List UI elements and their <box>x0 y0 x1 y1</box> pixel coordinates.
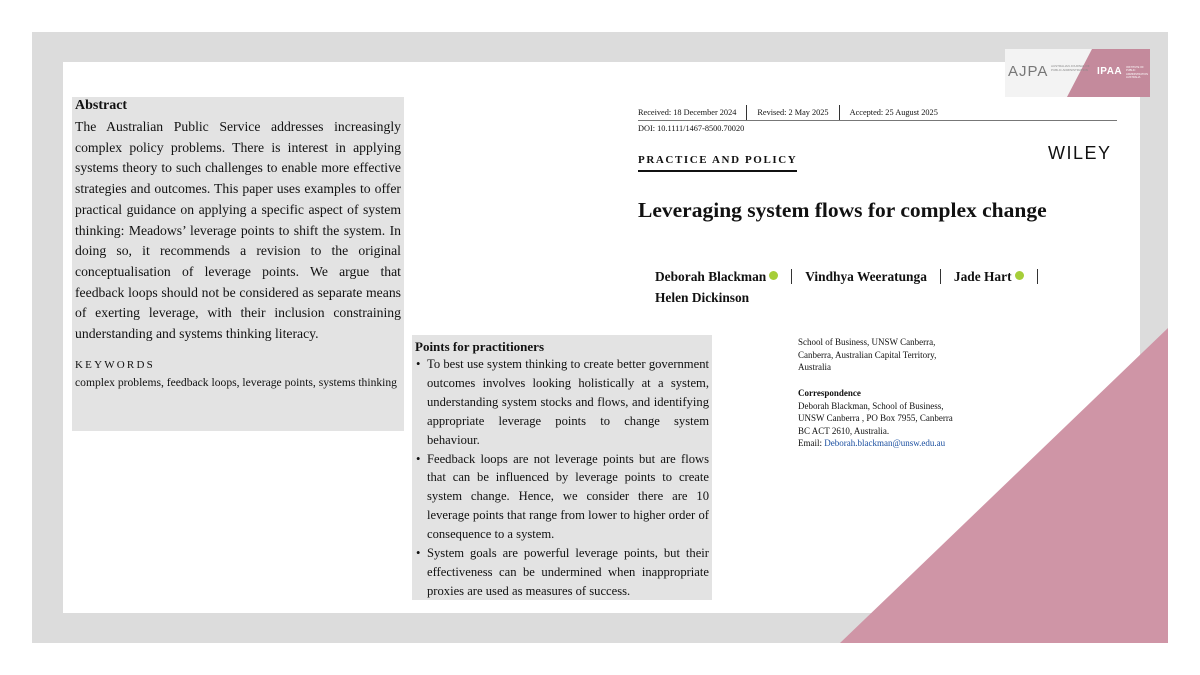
header-rule <box>638 120 1117 121</box>
keywords-heading: KEYWORDS <box>75 358 155 371</box>
point-text: System goals are powerful leverage points, but their effectiveness can be undermined when inappropriate proxies are used as measures of success. <box>427 546 709 598</box>
author-divider <box>1037 269 1038 284</box>
points-list <box>415 355 709 601</box>
author-divider <box>940 269 941 284</box>
affiliation <box>798 336 988 374</box>
points-for-practitioners-box <box>412 335 712 600</box>
ajpa-logo: AJPA <box>1008 63 1049 80</box>
correspondence <box>798 387 988 450</box>
affiliation-line: School of Business, UNSW Canberra, <box>798 337 936 347</box>
correspondence-heading: Correspondence <box>798 388 861 398</box>
correspondence-line: UNSW Canberra , PO Box 7955, Canberra <box>798 413 953 424</box>
correspondence-email-line <box>798 437 988 450</box>
bullet-icon: • <box>416 357 421 371</box>
email-label: Email: <box>798 438 825 449</box>
ajpa-logo-subtitle: AUSTRALIAN JOURNAL OF PUBLIC ADMINISTRATION <box>1051 64 1090 72</box>
received-date: Received: 18 December 2024 <box>638 107 737 117</box>
abstract-heading: Abstract <box>75 98 128 113</box>
accepted-date: Accepted: 25 August 2025 <box>849 107 938 117</box>
author-name: Deborah Blackman <box>655 269 767 284</box>
affiliation-line: Canberra, Australian Capital Territory, <box>798 349 937 360</box>
section-label: PRACTICE AND POLICY <box>638 154 797 172</box>
correspondence-line: BC ACT 2610, Australia. <box>798 425 890 436</box>
decorative-pink-triangle <box>840 328 1168 643</box>
bullet-icon: • <box>416 546 421 561</box>
correspondence-line: Deborah Blackman, School of Business, <box>798 400 944 411</box>
point-text: To best use system thinking to create better government outcomes involves looking holistically at a system, understanding system stocks and flows, and identifying appropriate leverage points to change system behaviour. <box>427 357 709 447</box>
affiliation-line: Australia <box>798 362 831 373</box>
ipaa-logo: IPAA <box>1097 66 1123 77</box>
list-item <box>415 450 709 545</box>
author-name: Vindhya Weeratunga <box>805 269 927 284</box>
point-text: Feedback loops are not leverage points but are flows that can be influenced by leverage points to create system change. Hence, we consider there are 10 leverage points that range from lower to higher order of consequence to a system. <box>427 451 709 542</box>
ipaa-logo-subtitle: INSTITUTE OF PUBLIC ADMINISTRATION AUSTRALIA <box>1126 66 1148 80</box>
list-item <box>415 355 709 450</box>
author-name: Helen Dickinson <box>655 290 750 305</box>
points-heading: Points for practitioners <box>415 339 545 354</box>
orcid-icon[interactable] <box>769 271 778 280</box>
bullet-icon: • <box>416 451 421 466</box>
abstract-box <box>72 97 404 431</box>
author-line <box>655 287 1125 308</box>
author-name: Jade Hart <box>953 269 1012 284</box>
revised-date: Revised: 2 May 2025 <box>757 107 829 117</box>
orcid-icon[interactable] <box>1015 271 1024 280</box>
list-item <box>415 544 709 601</box>
abstract-text: The Australian Public Service addresses increasingly complex policy problems. There is interest in applying systems theory to such challenges to enable more effective strategies and outcomes. This paper uses examples to offer practical guidance on applying a specific aspect of system thinking: Meadows’ leverage points to shift the system. In doing so, it recommends a revision to the original conceptualisation of leverage points. We argue that feedback loops should not be considered as separate means of exerting leverage, with their inclusion constraining understanding and systems thinking literacy. <box>75 119 401 342</box>
author-divider <box>791 269 792 284</box>
journal-logo-bar <box>1005 49 1150 97</box>
article-dates <box>638 104 948 120</box>
author-line <box>655 266 1125 287</box>
author-list <box>655 266 1125 308</box>
publisher-logo: WILEY <box>1048 143 1112 163</box>
keywords-text: complex problems, feedback loops, leverage points, systems thinking <box>75 375 397 389</box>
email-link[interactable]: Deborah.blackman@unsw.edu.au <box>824 438 946 449</box>
doi-text[interactable]: DOI: 10.1111/1467-8500.70020 <box>638 124 745 133</box>
paper-title: Leveraging system flows for complex change <box>638 198 1047 222</box>
